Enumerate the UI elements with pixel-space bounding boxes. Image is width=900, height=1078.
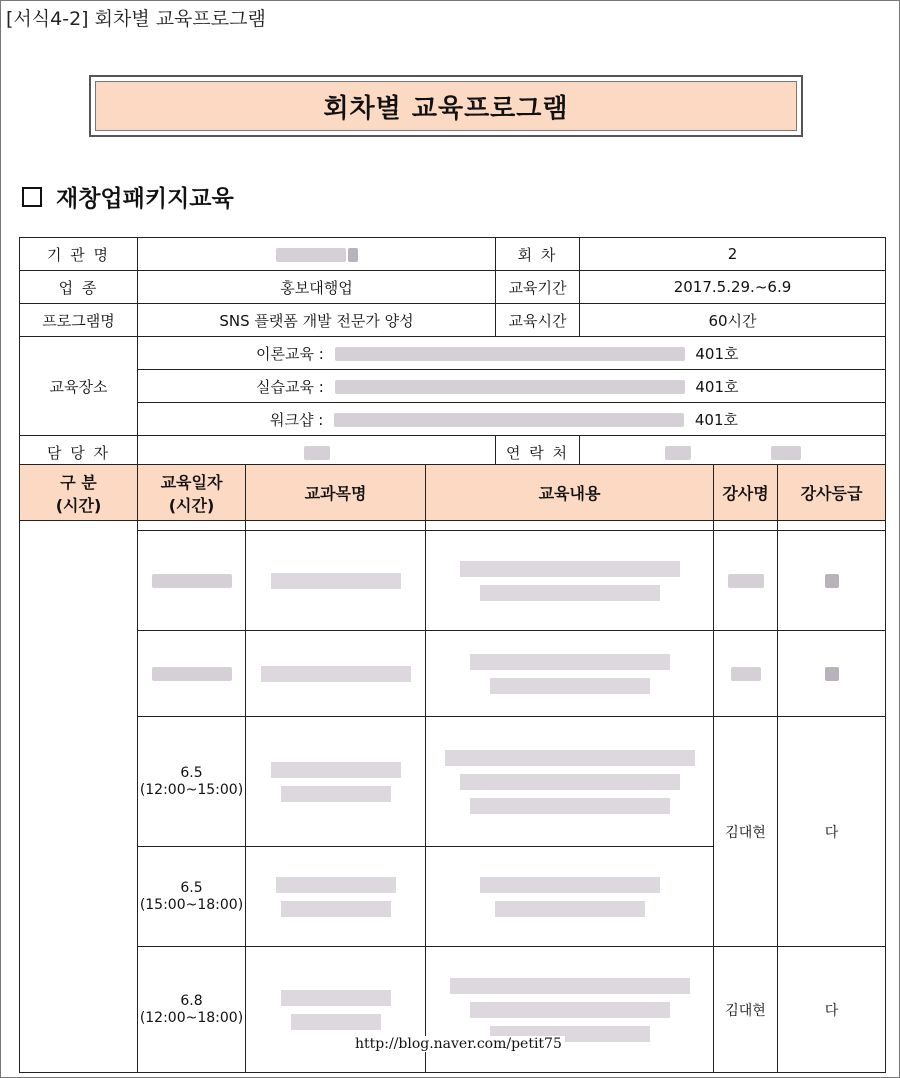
subject-1 [246,717,426,847]
document-title: 회차별 교육프로그램 [95,81,797,131]
place-row-workshop [138,403,886,436]
round-label: 회 차 [496,238,580,271]
header-grade: 강사등급 [778,465,886,521]
category-cell [20,521,138,1073]
institution-label: 기 관 명 [20,238,138,271]
time-1: (12:00~15:00) [139,781,244,798]
place-practice-label: 실습교육 : [256,377,324,396]
section-title: 재창업패키지교육 [56,186,234,212]
subject-2 [246,847,426,947]
checkbox-icon[interactable] [22,187,42,207]
hours-label: 교육시간 [496,304,580,337]
date-cell-3 [138,947,246,1073]
place-theory-room: 401호 [695,344,739,363]
manager-label: 담 당 자 [20,436,138,469]
content-3 [426,947,714,1073]
time-3: (12:00~18:00) [139,1009,244,1026]
form-code: [서식4-2] 회차별 교육프로그램 [6,8,266,30]
date-3: 6.8 [180,992,203,1009]
redacted-content-1 [426,531,714,631]
redacted-grade-2 [778,631,886,717]
watermark-text: http://blog.naver.com/petit75 [352,1036,565,1052]
place-row-theory [138,337,886,370]
schedule-table [19,464,886,1073]
header-subject: 교과목명 [246,465,426,521]
date-1: 6.5 [180,764,203,781]
period-label: 교육기간 [496,271,580,304]
redacted-instructor-2 [714,631,778,717]
place-theory-label: 이론교육 : [256,344,324,363]
info-table [19,237,886,469]
redacted-grade-1 [778,531,886,631]
redacted-instructor-1 [714,531,778,631]
place-row-practice [138,370,886,403]
redacted-subject-2 [246,631,426,717]
round-value: 2 [580,238,886,271]
program-label: 프로그램명 [20,304,138,337]
redacted-date-1 [138,531,246,631]
header-instructor: 강사명 [714,465,778,521]
instructor-1: 김대현 [714,717,778,947]
section-heading [22,180,234,213]
date-2: 6.5 [180,879,203,896]
instructor-2: 김대현 [714,947,778,1073]
place-workshop-label: 워크샵 : [270,410,324,429]
redacted-content-2 [426,631,714,717]
content-2 [426,847,714,947]
grade-2: 다 [778,947,886,1073]
header-category: 구 분 (시간) [20,465,138,521]
place-practice-room: 401호 [695,377,739,396]
industry-value: 홍보대행업 [138,271,496,304]
period-value: 2017.5.29.~6.9 [580,271,886,304]
time-2: (15:00~18:00) [139,896,244,913]
header-date: 교육일자 (시간) [138,465,246,521]
content-1 [426,717,714,847]
redacted-subject-1 [246,531,426,631]
hours-value: 60시간 [580,304,886,337]
redacted-date-2 [138,631,246,717]
header-content: 교육내용 [426,465,714,521]
date-cell-2 [138,847,246,947]
program-value: SNS 플랫폼 개발 전문가 양성 [138,304,496,337]
grade-1: 다 [778,717,886,947]
subject-3 [246,947,426,1073]
title-box [89,75,803,137]
industry-label: 업 종 [20,271,138,304]
place-workshop-room: 401호 [694,410,738,429]
place-label: 교육장소 [20,337,138,436]
contact-label: 연 락 처 [496,436,580,469]
date-cell-1 [138,717,246,847]
institution-value [138,238,496,271]
